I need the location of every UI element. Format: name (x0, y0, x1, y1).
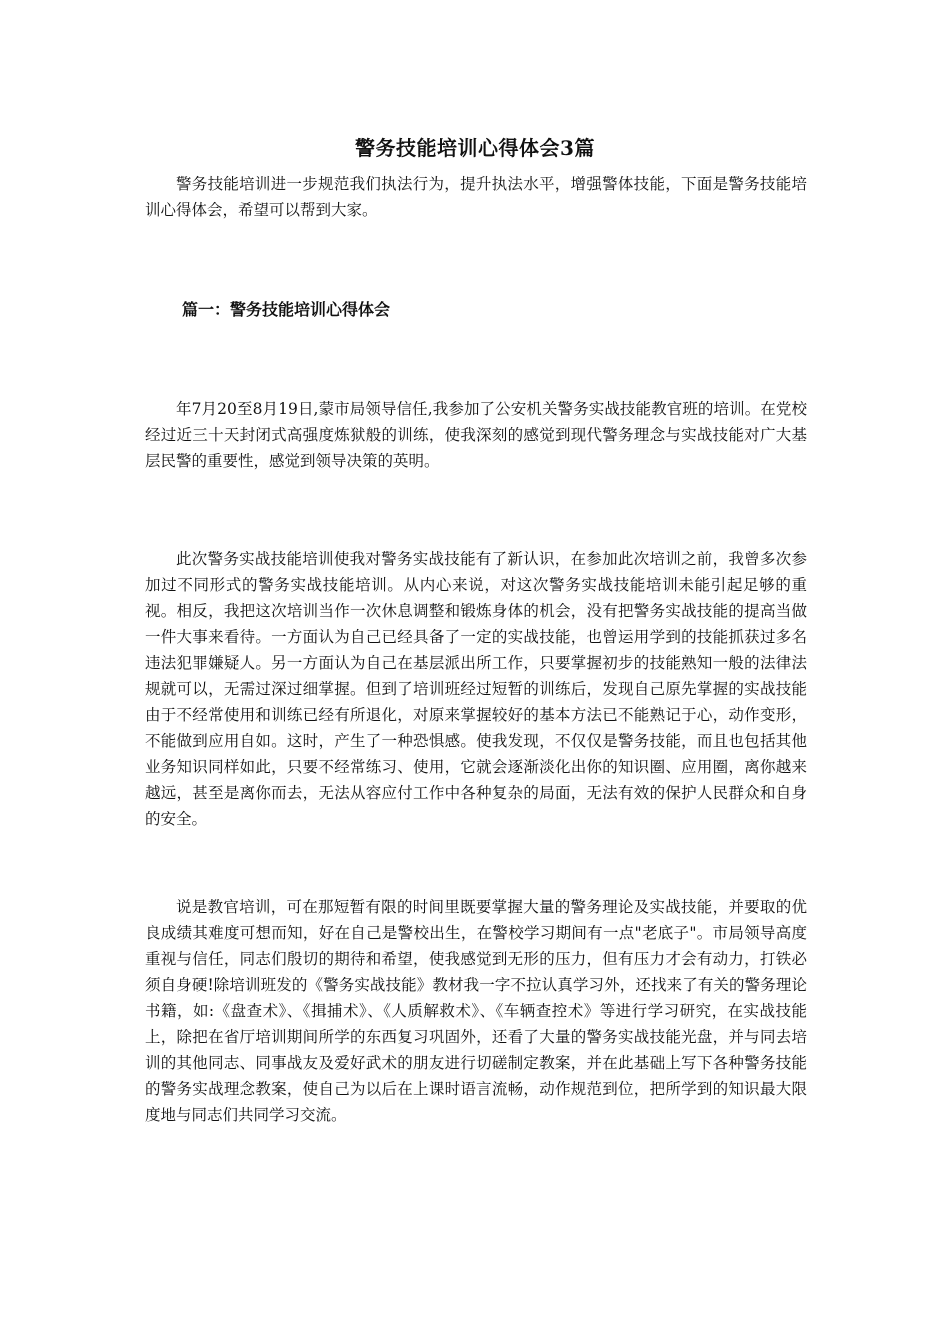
document-title: 警务技能培训心得体会3篇 (355, 136, 595, 161)
body-paragraph-3: 说是教官培训，可在那短暂有限的时间里既要掌握大量的警务理论及实战技能，并要取的优良成绩其难度可想而知，好在自己是警校出生，在警校学习期间有一点"老底子"。市局领导高度重视与信任，同志们殷切的期待和希望，使我感觉到无形的压力，但有压力才会有动力，打铁必须自身硬!除培训班发的《警务实战技能》教材我一字不拉认真学习外，还找来了有关的警务理论书籍，如:《盘查术》、《揖捕术》、《人质解救术》、《车辆查控术》等进行学习研究，在实战技能上，除把在省厅培训期间所学的东西复习巩固外，还看了大量的警务实战技能光盘，并与同去培训的其他同志、同事战友及爱好武术的朋友进行切磋制定教案，并在此基础上写下各种警务技能的警务实战理念教案，使自己为以后在上课时语言流畅，动作规范到位，把所学到的知识最大限度地与同志们共同学习交流。 (145, 898, 807, 1124)
intro-paragraph: 警务技能培训进一步规范我们执法行为，提升执法水平，增强警体技能，下面是警务技能培训心得体会，希望可以帮到大家。 (145, 175, 807, 219)
body-paragraph-2: 此次警务实战技能培训使我对警务实战技能有了新认识，在参加此次培训之前，我曾多次参加过不同形式的警务实战技能培训。从内心来说，对这次警务实战技能培训未能引起足够的重视。相反，我把这次培训当作一次休息调整和锻炼身体的机会，没有把警务实战技能的提高当做一件大事来看待。一方面认为自己已经具备了一定的实战技能，也曾运用学到的技能抓获过多名违法犯罪嫌疑人。另一方面认为自己在基层派出所工作，只要掌握初步的技能熟知一般的法律法规就可以，无需过深过细掌握。但到了培训班经过短暂的训练后，发现自己原先掌握的实战技能由于不经常使用和训练已经有所退化，对原来掌握较好的基本方法已不能熟记于心，动作变形，不能做到应用自如。这时，产生了一种恐惧感。使我发现，不仅仅是警务技能，而且也包括其他业务知识同样如此，只要不经常练习、使用，它就会逐渐淡化出你的知识圈、应用圈，离你越来越远，甚至是离你而去，无法从容应付工作中各种复杂的局面，无法有效的保护人民群众和自身的安全。 (145, 550, 807, 828)
section-heading: 篇一：警务技能培训心得体会 (182, 300, 391, 319)
body-paragraph-1: 年7月20至8月19日,蒙市局领导信任,我参加了公安机关警务实战技能教官班的培训。在党校经过近三十天封闭式高强度炼狱般的训练，使我深刻的感觉到现代警务理念与实战技能对广大基层民警的重要性，感觉到领导决策的英明。 (145, 400, 807, 470)
